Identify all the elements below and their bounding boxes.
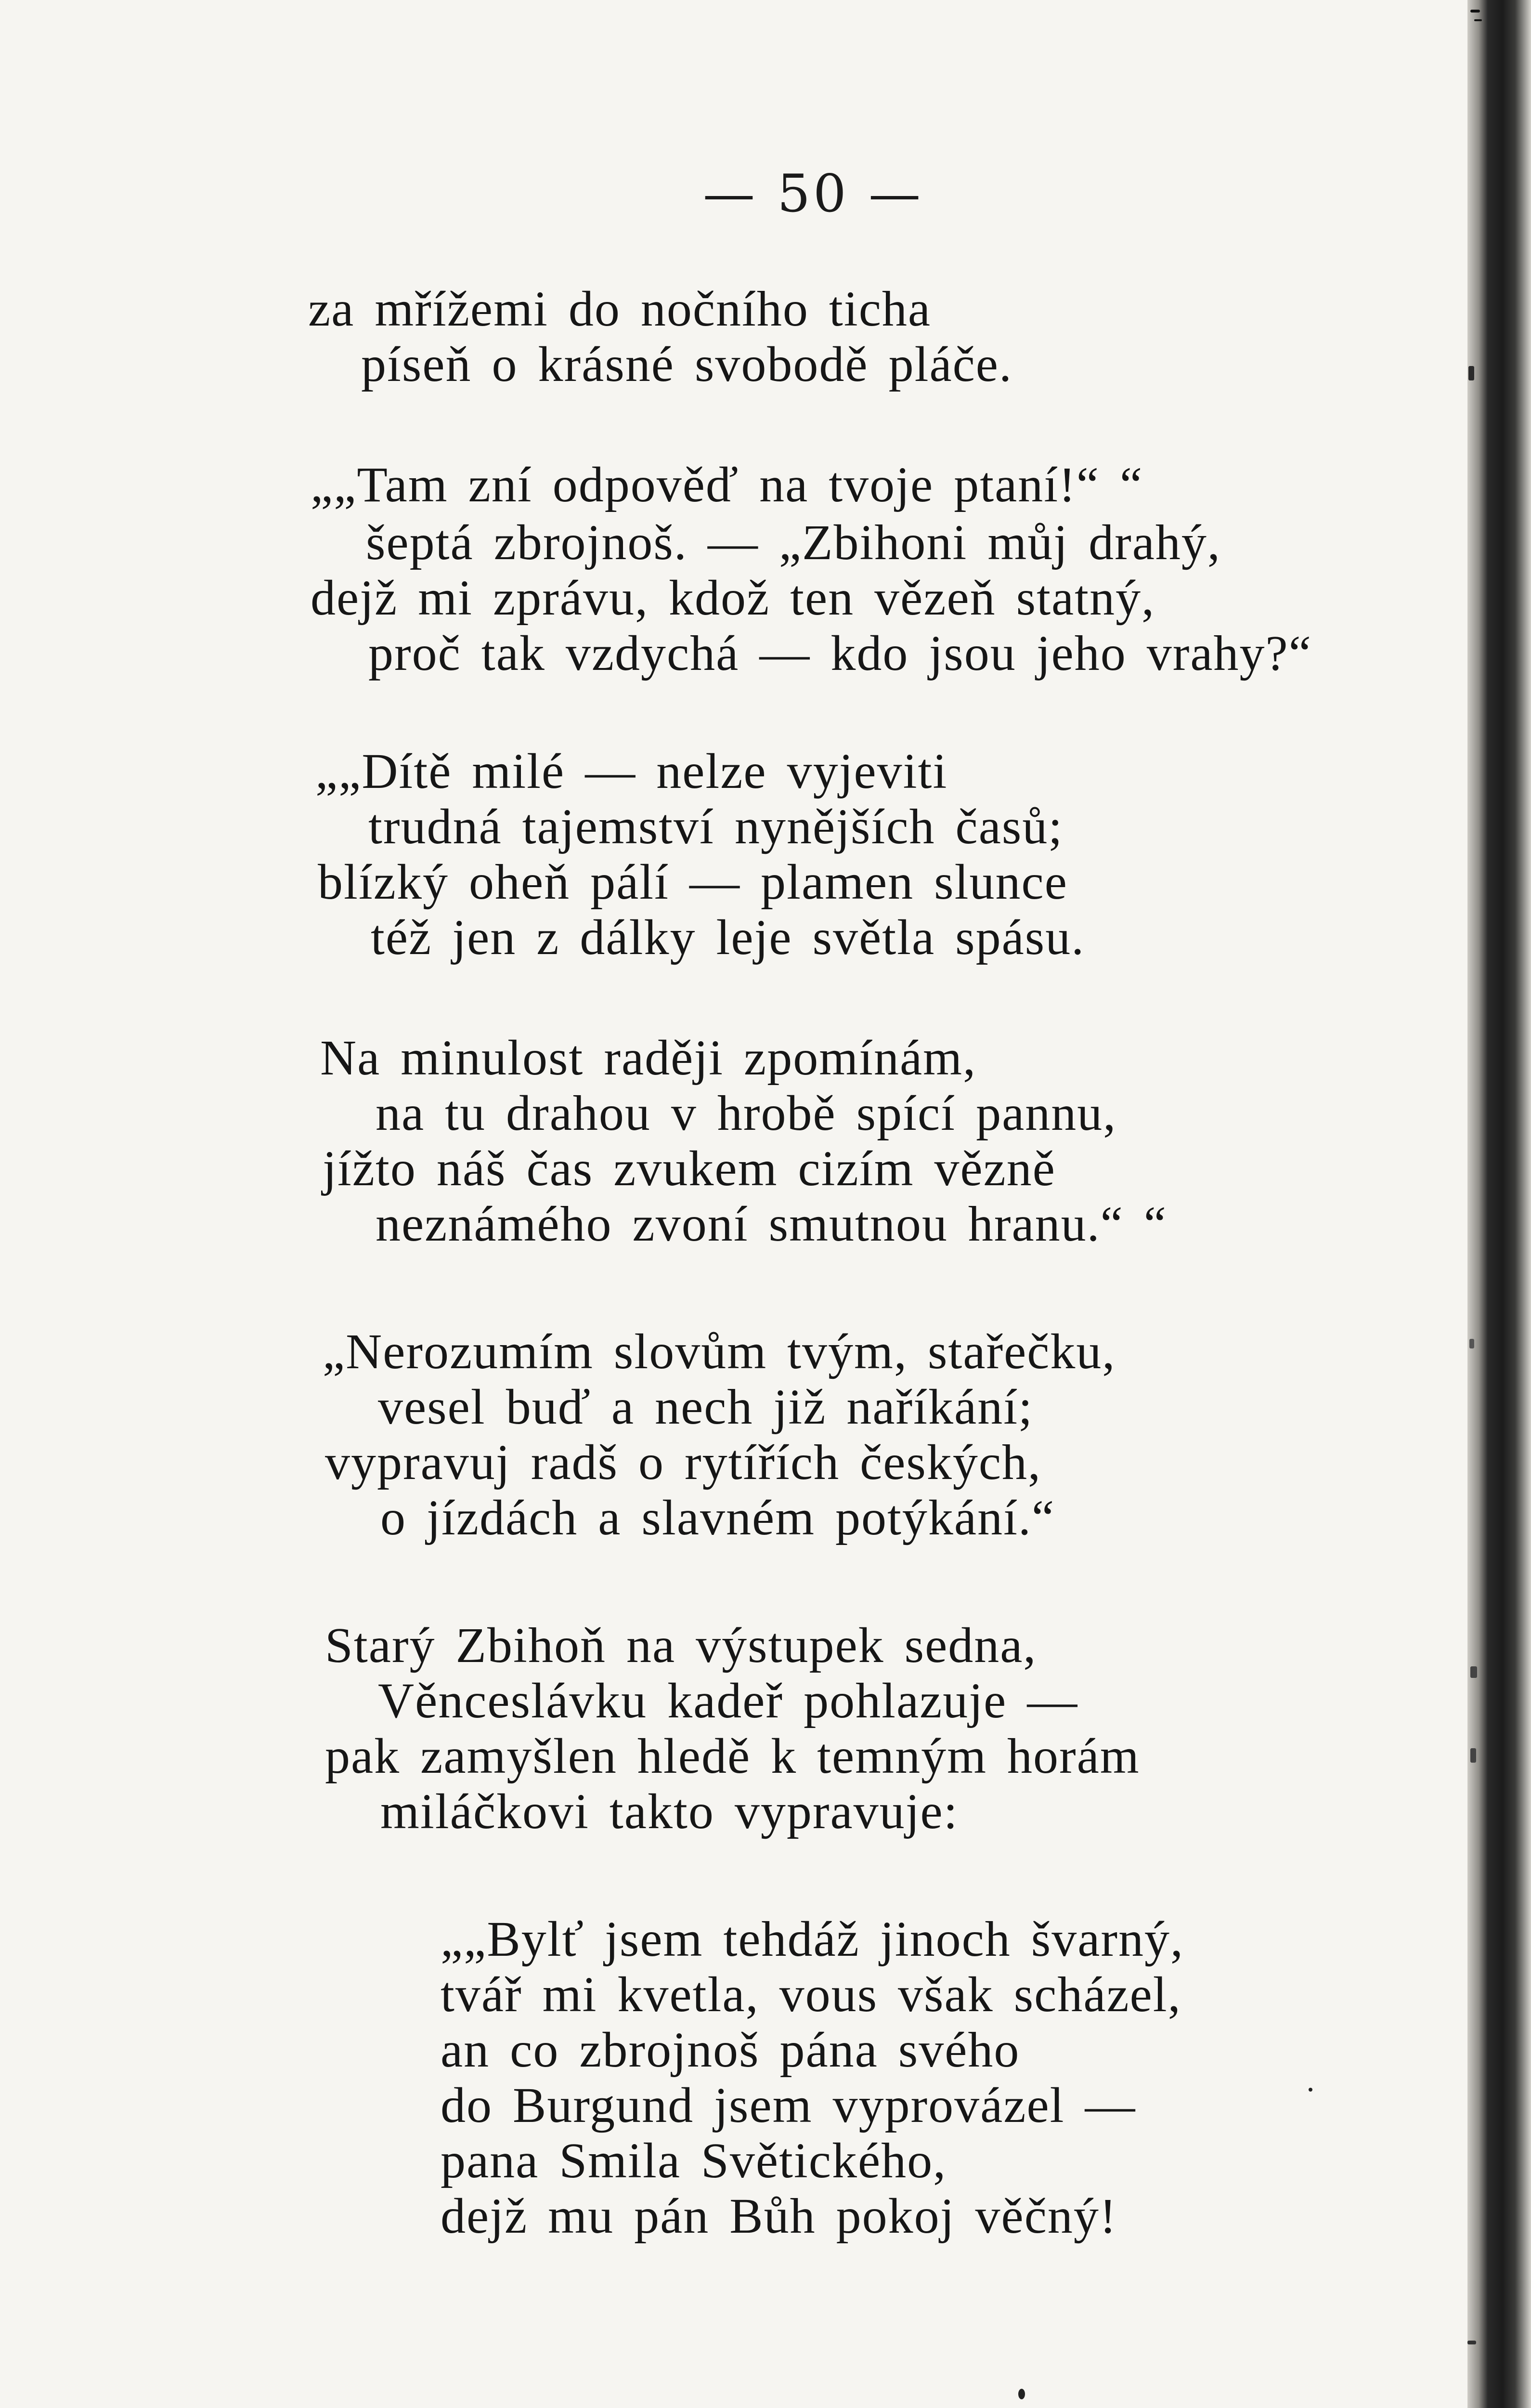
poem-line: neznámého zvoní smutnou hranu.“ “: [376, 1196, 1167, 1252]
poem-line: tvář mi kvetla, vous však scházel,: [441, 1967, 1181, 2022]
poem-line: též jen z dálky leje světla spásu.: [371, 910, 1085, 965]
scan-speck: [1018, 2389, 1025, 2399]
poem-line: na tu drahou v hrobě spící pannu,: [376, 1086, 1117, 1141]
poem-line: píseň o krásné svobodě pláče.: [361, 337, 1012, 392]
poem-line: „„Bylť jsem tehdáž jinoch švarný,: [441, 1911, 1184, 1967]
poem-line: „Nerozumím slovům tvým, stařečku,: [323, 1324, 1116, 1379]
poem-line: o jízdách a slavném potýkání.“: [380, 1490, 1055, 1545]
poem-line: pana Smila Světického,: [441, 2133, 947, 2188]
poem-line: Věnceslávku kadeř pohlazuje —: [378, 1673, 1078, 1728]
poem-line: Na minulost raději zpomínám,: [320, 1030, 977, 1086]
poem-line: blízký oheň pálí — plamen slunce: [318, 854, 1068, 910]
poem-line: za mřížemi do nočního ticha: [308, 281, 932, 337]
poem-line: trudná tajemství nynějších časů;: [368, 799, 1064, 854]
poem-line: pak zamyšlen hledě k temným horám: [325, 1728, 1140, 1784]
page-gutter-edge: [1467, 0, 1531, 2408]
poem-line: dejž mu pán Bůh pokoj věčný!: [441, 2188, 1117, 2244]
poem-line: šeptá zbrojnoš. — „Zbihoni můj drahý,: [366, 515, 1221, 570]
poem-line: do Burgund jsem vyprovázel —: [441, 2078, 1136, 2133]
poem-line: vypravuj radš o rytířích českých,: [325, 1435, 1042, 1490]
poem-line: jížto náš čas zvukem cizím vězně: [323, 1141, 1056, 1196]
poem-line: „„Dítě milé — nelze vyjeviti: [315, 744, 948, 799]
scan-speck: [1309, 2088, 1312, 2092]
poem-line: vesel buď a nech již naříkání;: [378, 1379, 1033, 1435]
poem-line: „„Tam zní odpověď na tvoje ptaní!“ “: [311, 457, 1143, 512]
poem-line: miláčkovi takto vypravuje:: [380, 1784, 959, 1839]
poem-line: an co zbrojnoš pána svého: [441, 2022, 1020, 2078]
poem-line: dejž mi zprávu, kdož ten vězeň statný,: [311, 570, 1155, 626]
poem-line: proč tak vzdychá — kdo jsou jeho vrahy?“: [368, 626, 1312, 681]
page-number: — 50 —: [703, 164, 924, 224]
poem-line: Starý Zbihoň na výstupek sedna,: [325, 1618, 1037, 1673]
